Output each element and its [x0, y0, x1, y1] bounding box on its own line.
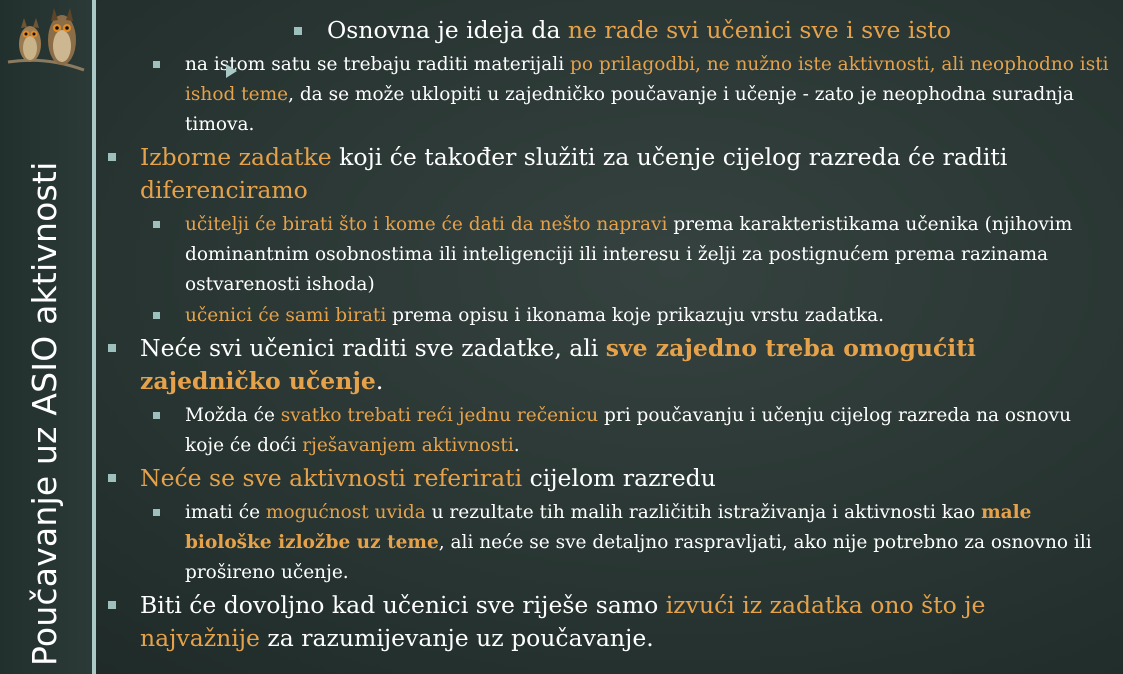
bullet-text: u rezultate tih malih različitih istraživanja i aktivnosti kao	[425, 502, 982, 523]
highlighted-text: rješavanjem aktivnosti	[302, 435, 514, 456]
square-bullet-icon	[153, 412, 160, 419]
bullet-item-level-1	[104, 141, 1109, 207]
bullet-item-level-0	[104, 14, 1109, 47]
bullet-text: Neće svi učenici raditi sve zadatke, ali	[140, 334, 606, 362]
square-bullet-icon	[153, 221, 160, 228]
highlighted-text: izvući iz zadatka ono što je najvažnije	[140, 591, 986, 652]
bullet-text: Osnovna je ideja da	[327, 16, 568, 44]
highlighted-text: diferenciramo	[140, 176, 308, 204]
bullet-item-level-1	[104, 462, 1109, 495]
bullet-list	[104, 14, 1109, 658]
bullet-text: Možda će	[185, 405, 281, 426]
bullet-text: za razumijevanje uz poučavanje.	[259, 624, 654, 652]
square-bullet-icon	[294, 27, 302, 35]
highlighted-text: mogućnost uvida	[265, 502, 426, 523]
sidebar-divider	[92, 0, 96, 674]
bullet-text: prema karakteristikama učenika (njihovim dominantnim osobnostima ili inteligenciji ili interesu i želji za postignućem prema razinama ostvarenosti ishoda)	[185, 214, 1073, 295]
highlighted-text: učenici će sami birati	[185, 305, 387, 326]
highlighted-text: sve zajedno treba omogućiti zajedničko učenje	[140, 334, 976, 395]
square-bullet-icon	[108, 344, 116, 352]
bullet-text: imati će	[185, 502, 266, 523]
bullet-text: .	[513, 435, 520, 456]
square-bullet-icon	[153, 509, 160, 516]
vertical-title: Poučavanje uz ASIO aktivnosti	[25, 161, 64, 666]
square-bullet-icon	[108, 601, 116, 609]
highlighted-text: Izborne zadatke	[140, 143, 332, 171]
sidebar	[0, 0, 92, 674]
bullet-text: pri poučavanju i učenju cijelog razreda na osnovu koje će doći	[185, 405, 1071, 456]
bullet-item-level-1	[104, 589, 1109, 655]
square-bullet-icon	[153, 61, 160, 68]
bullet-item-level-2	[104, 401, 1109, 461]
bullet-text: na istom satu se trebaju raditi materijali	[185, 54, 570, 75]
highlighted-text: učitelji će birati što i kome će dati da nešto napravi	[185, 214, 668, 235]
highlighted-text: Neće se sve aktivnosti referirati	[140, 464, 523, 492]
square-bullet-icon	[108, 153, 116, 161]
bullet-item-level-2	[104, 301, 1109, 331]
bullet-text: Biti će dovoljno kad učenici sve riješe samo	[140, 591, 666, 619]
bullet-item-level-2	[104, 50, 1109, 140]
bullet-text: , da se može uklopiti u zajedničko poučavanje i učenje - zato je neophodna suradnja timova.	[185, 84, 1074, 135]
square-bullet-icon	[153, 312, 160, 319]
highlighted-text: svatko trebati reći jednu rečenicu	[280, 405, 599, 426]
bullet-text: cijelom razredu	[522, 464, 716, 492]
highlighted-text: po prilagodbi, ne nužno iste aktivnosti, ali neophodno isti ishod teme	[185, 54, 1109, 105]
bullet-item-level-1	[104, 332, 1109, 398]
square-bullet-icon	[108, 474, 116, 482]
highlighted-text: ne rade svi učenici sve i sve isto	[567, 16, 952, 44]
bullet-text: prema opisu i ikonama koje prikazuju vrstu zadatka.	[386, 305, 885, 326]
bullet-text: .	[375, 367, 384, 395]
pointer-cursor-icon	[226, 64, 237, 78]
highlighted-text: male biološke izložbe uz teme	[185, 502, 1032, 553]
bullet-text: , ali neće se sve detaljno raspravljati, ako nije potrebno za osnovno ili prošireno učenje.	[185, 532, 1092, 583]
bullet-item-level-2	[104, 210, 1109, 300]
bullet-item-level-2	[104, 498, 1109, 588]
owls-icon	[6, 4, 86, 76]
bullet-text: koji će također služiti za učenje cijelog razreda će raditi	[331, 143, 1008, 171]
